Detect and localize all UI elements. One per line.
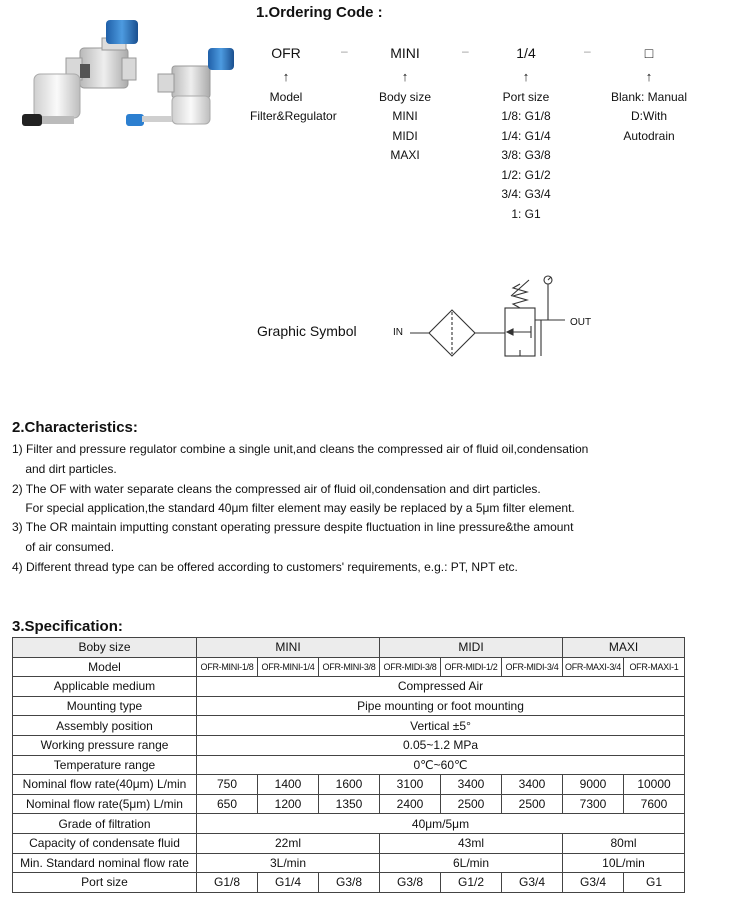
- characteristic-line: For special application,the standard 40μm filter element may easily be replaced by a 5μm filter element.: [12, 501, 575, 515]
- row-value: 40μm/5μm: [197, 814, 685, 834]
- drain-code: □: [644, 45, 654, 61]
- port-size-option: 3/4: G3/4: [501, 187, 551, 201]
- model-cell: OFR-MAXI-3/4: [563, 657, 624, 677]
- row-label: Temperature range: [13, 755, 197, 775]
- table-row-pressure: [13, 735, 685, 755]
- model-cell: OFR-MIDI-3/4: [502, 657, 563, 677]
- table-row-temperature: [13, 755, 685, 775]
- code-separator: –: [462, 44, 469, 58]
- row-label: Boby size: [13, 638, 197, 658]
- model-code: OFR: [271, 45, 301, 61]
- group-value: 6L/min: [380, 853, 563, 873]
- code-separator: –: [341, 44, 348, 58]
- flow-cell: 3400: [441, 775, 502, 795]
- code-separator: –: [584, 44, 591, 58]
- characteristic-line: 4) Different thread type can be offered according to customers' requirements, e.g.: PT, NPT etc.: [12, 560, 518, 574]
- arrow-up-icon: ↑: [282, 68, 290, 84]
- body-size-code: MINI: [390, 45, 420, 61]
- group-value: 43ml: [380, 833, 563, 853]
- row-label: Nominal flow rate(40μm) L/min: [13, 775, 197, 795]
- arrow-up-icon: ↑: [401, 68, 409, 84]
- model-cell: OFR-MIDI-1/2: [441, 657, 502, 677]
- ordering-column-body-size: [366, 44, 444, 166]
- body-size-option: MINI: [392, 109, 418, 123]
- flow-cell: 1350: [319, 794, 380, 814]
- flow-cell: 3100: [380, 775, 441, 795]
- row-label: Nominal flow rate(5μm) L/min: [13, 794, 197, 814]
- characteristic-line: and dirt particles.: [12, 462, 117, 476]
- model-cell: OFR-MIDI-3/8: [380, 657, 441, 677]
- row-label: Mounting type: [13, 696, 197, 716]
- group-value: 10L/min: [563, 853, 685, 873]
- group-header-mini: MINI: [197, 638, 380, 658]
- table-row-flow-5um: [13, 794, 685, 814]
- filter-regulator-symbol: [405, 270, 575, 360]
- graphic-symbol-title: Graphic Symbol: [257, 323, 357, 339]
- specification-table: [12, 637, 685, 893]
- port-cell: G3/4: [563, 873, 624, 893]
- table-row-port-size: [13, 873, 685, 893]
- characteristic-line: of air consumed.: [12, 540, 115, 554]
- group-header-maxi: MAXI: [563, 638, 685, 658]
- group-value: 22ml: [197, 833, 380, 853]
- table-row-min-flow: [13, 853, 685, 873]
- row-label: Port size: [13, 873, 197, 893]
- model-name: Filter&Regulator: [250, 109, 337, 123]
- ordering-column-drain: [604, 44, 694, 146]
- port-size-code: 1/4: [516, 45, 536, 61]
- product-photo: [18, 18, 248, 136]
- ordering-column-port-size: [490, 44, 562, 224]
- row-label: Working pressure range: [13, 735, 197, 755]
- row-label: Model: [13, 657, 197, 677]
- drain-option: D:With Autodrain: [623, 109, 675, 143]
- port-cell: G3/8: [380, 873, 441, 893]
- flow-cell: 750: [197, 775, 258, 795]
- table-row-flow-40um: [13, 775, 685, 795]
- model-cell: OFR-MAXI-1: [624, 657, 685, 677]
- table-row-assembly: [13, 716, 685, 736]
- flow-cell: 650: [197, 794, 258, 814]
- row-label: Assembly position: [13, 716, 197, 736]
- port-size-option: 1/2: G1/2: [501, 167, 551, 182]
- characteristic-line: 3) The OR maintain imputting constant operating pressure despite fluctuation in line pressure&the amount: [12, 520, 574, 534]
- port-size-option: 1/4: G1/4: [501, 128, 551, 143]
- body-size-heading: Body size: [378, 89, 432, 104]
- row-value: 0.05~1.2 MPa: [197, 735, 685, 755]
- flow-cell: 2500: [502, 794, 563, 814]
- drain-option: Blank: Manual: [610, 89, 688, 104]
- group-value: 80ml: [563, 833, 685, 853]
- group-header-midi: MIDI: [380, 638, 563, 658]
- row-label: Min. Standard nominal flow rate: [13, 853, 197, 873]
- characteristic-line: 2) The OF with water separate cleans the compressed air of fluid oil,condensation and dirt particles.: [12, 482, 541, 496]
- body-size-option: MAXI: [390, 148, 420, 162]
- flow-cell: 2400: [380, 794, 441, 814]
- flow-cell: 1200: [258, 794, 319, 814]
- symbol-out-label: OUT: [570, 317, 592, 328]
- row-value: Compressed Air: [197, 677, 685, 697]
- group-value: 3L/min: [197, 853, 380, 873]
- flow-cell: 7300: [563, 794, 624, 814]
- table-row-filtration: [13, 814, 685, 834]
- port-cell: G3/4: [502, 873, 563, 893]
- model-cell: OFR-MINI-1/4: [258, 657, 319, 677]
- table-row-model: [13, 657, 685, 677]
- model-heading: Model: [269, 89, 303, 104]
- table-row-medium: [13, 677, 685, 697]
- port-size-option: 1/8: G1/8: [501, 109, 551, 123]
- table-row-mounting: [13, 696, 685, 716]
- port-size-heading: Port size: [502, 89, 550, 104]
- body-size-option: MIDI: [392, 128, 418, 143]
- characteristic-line: 1) Filter and pressure regulator combine a single unit,and cleans the compressed air of fluid oil,condensation: [12, 442, 589, 456]
- port-cell: G1/2: [441, 873, 502, 893]
- row-value: 0℃~60℃: [197, 755, 685, 775]
- arrow-up-icon: ↑: [645, 68, 653, 84]
- flow-cell: 1600: [319, 775, 380, 795]
- row-label: Grade of filtration: [13, 814, 197, 834]
- row-value: Vertical ±5°: [197, 716, 685, 736]
- ordering-column-model: [250, 44, 337, 127]
- flow-cell: 3400: [502, 775, 563, 795]
- port-cell: G3/8: [319, 873, 380, 893]
- table-row-condensate: [13, 833, 685, 853]
- row-value: Pipe mounting or foot mounting: [197, 696, 685, 716]
- row-label: Capacity of condensate fluid: [13, 833, 197, 853]
- row-label: Applicable medium: [13, 677, 197, 697]
- port-size-option: 1: G1: [511, 206, 541, 221]
- symbol-in-label: IN: [393, 327, 403, 338]
- model-cell: OFR-MINI-1/8: [197, 657, 258, 677]
- flow-cell: 1400: [258, 775, 319, 795]
- flow-cell: 2500: [441, 794, 502, 814]
- specification-title: 3.Specification:: [12, 618, 123, 635]
- port-cell: G1/8: [197, 873, 258, 893]
- table-row-body-size: [13, 638, 685, 658]
- characteristics-title: 2.Characteristics:: [12, 419, 138, 436]
- port-cell: G1: [624, 873, 685, 893]
- flow-cell: 7600: [624, 794, 685, 814]
- flow-cell: 9000: [563, 775, 624, 795]
- port-size-option: 3/8: G3/8: [501, 148, 551, 162]
- model-cell: OFR-MINI-3/8: [319, 657, 380, 677]
- port-cell: G1/4: [258, 873, 319, 893]
- flow-cell: 10000: [624, 775, 685, 795]
- arrow-up-icon: ↑: [522, 68, 530, 84]
- ordering-code-title: 1.Ordering Code :: [256, 4, 383, 21]
